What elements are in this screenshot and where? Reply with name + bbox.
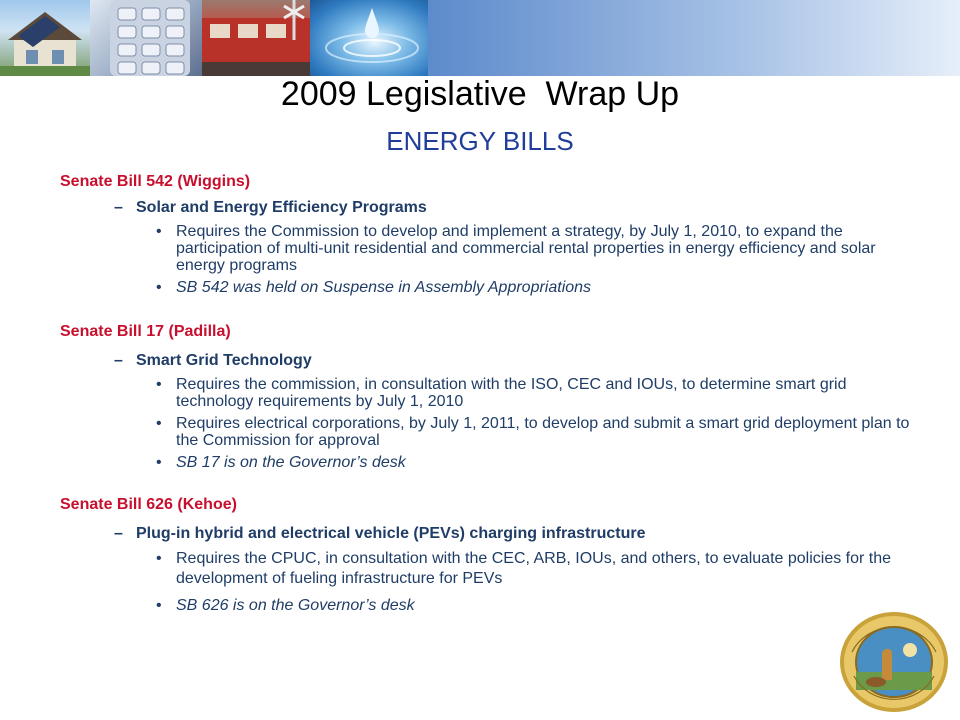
house-solar-photo xyxy=(0,0,90,76)
bill-title: Senate Bill 542 (Wiggins) xyxy=(60,173,251,190)
train-photo xyxy=(202,0,310,76)
calculator-photo xyxy=(90,0,202,76)
bullet-item xyxy=(156,454,920,471)
bullet-list xyxy=(60,376,920,471)
bullet-item xyxy=(156,376,920,410)
bullet-item xyxy=(156,415,920,449)
bullet-symbol: • xyxy=(156,376,162,393)
topic-text: Smart Grid Technology xyxy=(136,352,312,369)
bill-sb626 xyxy=(60,495,920,614)
bullet-symbol: • xyxy=(156,279,162,296)
bill-topic xyxy=(114,351,920,371)
dash-symbol: – xyxy=(114,352,123,369)
bullet-item xyxy=(156,223,920,274)
bill-list xyxy=(60,172,920,614)
bullet-text: Requires the commission, in consultation with the ISO, CEC and IOUs, to determine smart grid technology requirements by July 1, 2010 xyxy=(176,376,847,410)
bill-topic xyxy=(114,524,920,544)
bullet-list xyxy=(60,549,920,614)
page-subtitle: ENERGY BILLS xyxy=(386,126,574,156)
bullet-symbol: • xyxy=(156,597,162,614)
bullet-text: SB 542 was held on Suspense in Assembly Appropriations xyxy=(176,279,592,296)
bullet-symbol: • xyxy=(156,550,162,567)
bill-topic xyxy=(114,198,920,218)
header-banner xyxy=(0,0,960,76)
water-drop-photo xyxy=(310,0,428,76)
bullet-symbol: • xyxy=(156,415,162,432)
bullet-text: Requires the Commission to develop and implement a strategy, by July 1, 2010, to expand the participation of multi-unit residential and commercial rental properties in energy efficiency and solar energy programs xyxy=(176,223,876,274)
topic-text: Solar and Energy Efficiency Programs xyxy=(136,199,427,216)
bill-title: Senate Bill 17 (Padilla) xyxy=(60,323,231,340)
bill-sb542 xyxy=(60,172,920,296)
dash-symbol: – xyxy=(114,525,123,542)
topic-text: Plug-in hybrid and electrical vehicle (PEVs) charging infrastructure xyxy=(136,525,646,542)
bullet-text: SB 626 is on the Governor’s desk xyxy=(176,597,415,614)
bullet-item xyxy=(156,597,920,614)
bullet-text: Requires electrical corporations, by July 1, 2011, to develop and submit a smart grid deployment plan to the Commission for approval xyxy=(176,415,910,449)
page-title: 2009 Legislative Wrap Up xyxy=(280,75,680,113)
cpuc-seal-icon xyxy=(838,610,950,714)
bullet-symbol: • xyxy=(156,454,162,471)
bullet-item xyxy=(156,279,920,296)
bullet-text: Requires the CPUC, in consultation with the CEC, ARB, IOUs, and others, to evaluate policies for the development of fueling infrastructure for PEVs xyxy=(176,550,892,587)
bullet-item xyxy=(156,549,920,589)
bill-title: Senate Bill 626 (Kehoe) xyxy=(60,496,237,513)
bullet-list xyxy=(60,223,920,296)
bullet-text: SB 17 is on the Governor’s desk xyxy=(176,454,406,471)
bullet-symbol: • xyxy=(156,223,162,240)
dash-symbol: – xyxy=(114,199,123,216)
bill-sb17 xyxy=(60,322,920,471)
